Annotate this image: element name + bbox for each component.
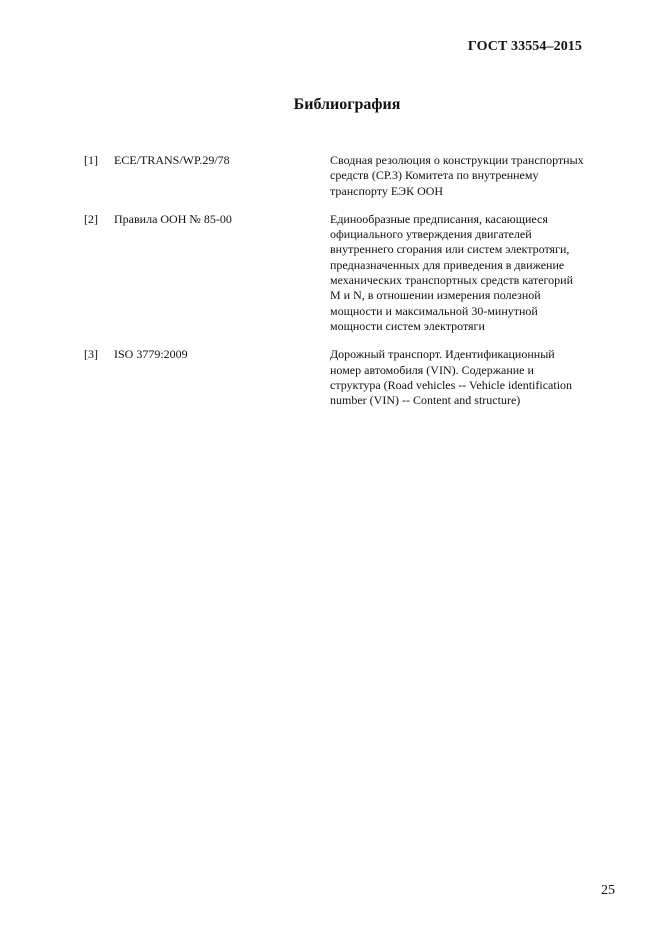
bibliography-entry xyxy=(84,153,624,199)
description-line: Единообразные предписания, касающиеся xyxy=(330,211,548,226)
description-line: предназначенных для приведения в движение xyxy=(330,257,565,272)
document-header: ГОСТ 33554–2015 xyxy=(467,39,582,54)
entry-number: [1] xyxy=(84,153,98,167)
description-line: структура (Road vehicles -- Vehicle identification xyxy=(330,377,573,392)
description-line: M и N, в отношении измерения полезной xyxy=(330,288,541,303)
description-line: Сводная резолюция о конструкции транспортных xyxy=(330,153,584,167)
entry-description xyxy=(330,347,620,408)
description-line: Дорожный транспорт. Идентификационный xyxy=(330,347,555,362)
description-line: номер автомобиля (VIN). Содержание и xyxy=(330,362,534,377)
description-line: number (VIN) -- Content and structure) xyxy=(330,393,521,408)
bibliography-list xyxy=(84,153,624,408)
entry-reference: ECE/TRANS/WP.29/78 xyxy=(114,153,230,167)
entry-number: [3] xyxy=(84,347,98,362)
entry-description xyxy=(330,212,620,334)
description-line: средств (СР.3) Комитета по внутреннему xyxy=(330,168,539,183)
bibliography-entry xyxy=(84,347,624,408)
description-line: механических транспортных средств категорий xyxy=(330,273,574,288)
entry-reference: ISO 3779:2009 xyxy=(114,347,188,362)
entry-number: [2] xyxy=(84,211,98,226)
entry-description xyxy=(330,153,620,199)
description-line: мощности систем электротяги xyxy=(330,318,485,333)
description-line: официального утверждения двигателей xyxy=(330,227,532,242)
page-number: 25 xyxy=(601,883,615,898)
entry-reference: Правила ООН № 85-00 xyxy=(114,211,232,226)
description-line: внутреннего сгорания или систем электротяги, xyxy=(330,242,570,257)
description-line: мощности и максимальной 30-минутной xyxy=(330,303,538,318)
description-line: транспорту ЕЭК ООН xyxy=(330,183,444,198)
page-title: Библиография xyxy=(293,96,401,113)
bibliography-entry xyxy=(84,212,624,334)
